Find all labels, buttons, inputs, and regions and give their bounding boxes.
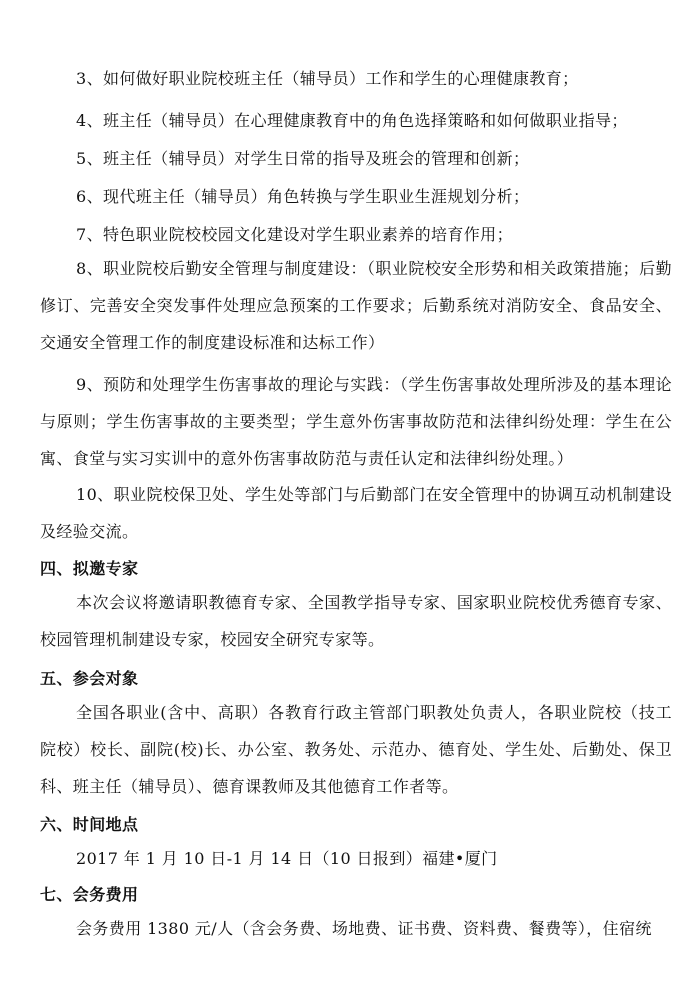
topic-item-7: 7、特色职业院校校园文化建设对学生职业素养的培育作用； <box>76 225 513 244</box>
topic-item-6: 6、现代班主任（辅导员）角色转换与学生职业生涯规划分析； <box>76 187 530 206</box>
topic-item-3: 3、如何做好职业院校班主任（辅导员）工作和学生的心理健康教育； <box>76 69 579 88</box>
section-body-experts: 本次会议将邀请职教德育专家、全国教学指导专家、国家职业院校优秀德育专家、校园管理机制建设专家，校园安全研究专家等。 <box>40 593 672 649</box>
section-heading-experts: 四、拟邀专家 <box>40 559 139 578</box>
section-body-fees: 会务费用 1380 元/人（含会务费、场地费、证书费、资料费、餐费等），住宿统 <box>76 919 652 938</box>
topic-item-10: 10、职业院校保卫处、学生处等部门与后勤部门在安全管理中的协调互动机制建设及经验交流。 <box>40 485 672 541</box>
section-body-time-place: 2017 年 1 月 10 日-1 月 14 日（10 日报到）福建•厦门 <box>76 849 498 868</box>
section-heading-participants: 五、参会对象 <box>40 669 139 688</box>
section-heading-time-place: 六、时间地点 <box>40 815 139 834</box>
topic-item-5: 5、班主任（辅导员）对学生日常的指导及班会的管理和创新； <box>76 149 530 168</box>
section-heading-fees: 七、会务费用 <box>40 885 139 904</box>
section-body-participants: 全国各职业(含中、高职）各教育行政主管部门职教处负责人，各职业院校（技工院校）校长、副院(校)长、办公室、教务处、示范办、德育处、学生处、后勤处、保卫科、班主任（辅导员）、德育课教师及其他德育工作者等。 <box>40 703 672 796</box>
topic-item-9: 9、预防和处理学生伤害事故的理论与实践：（学生伤害事故处理所涉及的基本理论与原则；学生伤害事故的主要类型；学生意外伤害事故防范和法律纠纷处理：学生在公寓、食堂与实习实训中的意外伤害事故防范与责任认定和法律纠纷处理。） <box>40 375 672 468</box>
topic-item-4: 4、班主任（辅导员）在心理健康教育中的角色选择策略和如何做职业指导； <box>76 111 628 130</box>
topic-item-8: 8、职业院校后勤安全管理与制度建设：（职业院校安全形势和相关政策措施；后勤修订、完善安全突发事件处理应急预案的工作要求；后勤系统对消防安全、食品安全、交通安全管理工作的制度建设标准和达标工作） <box>40 259 672 352</box>
